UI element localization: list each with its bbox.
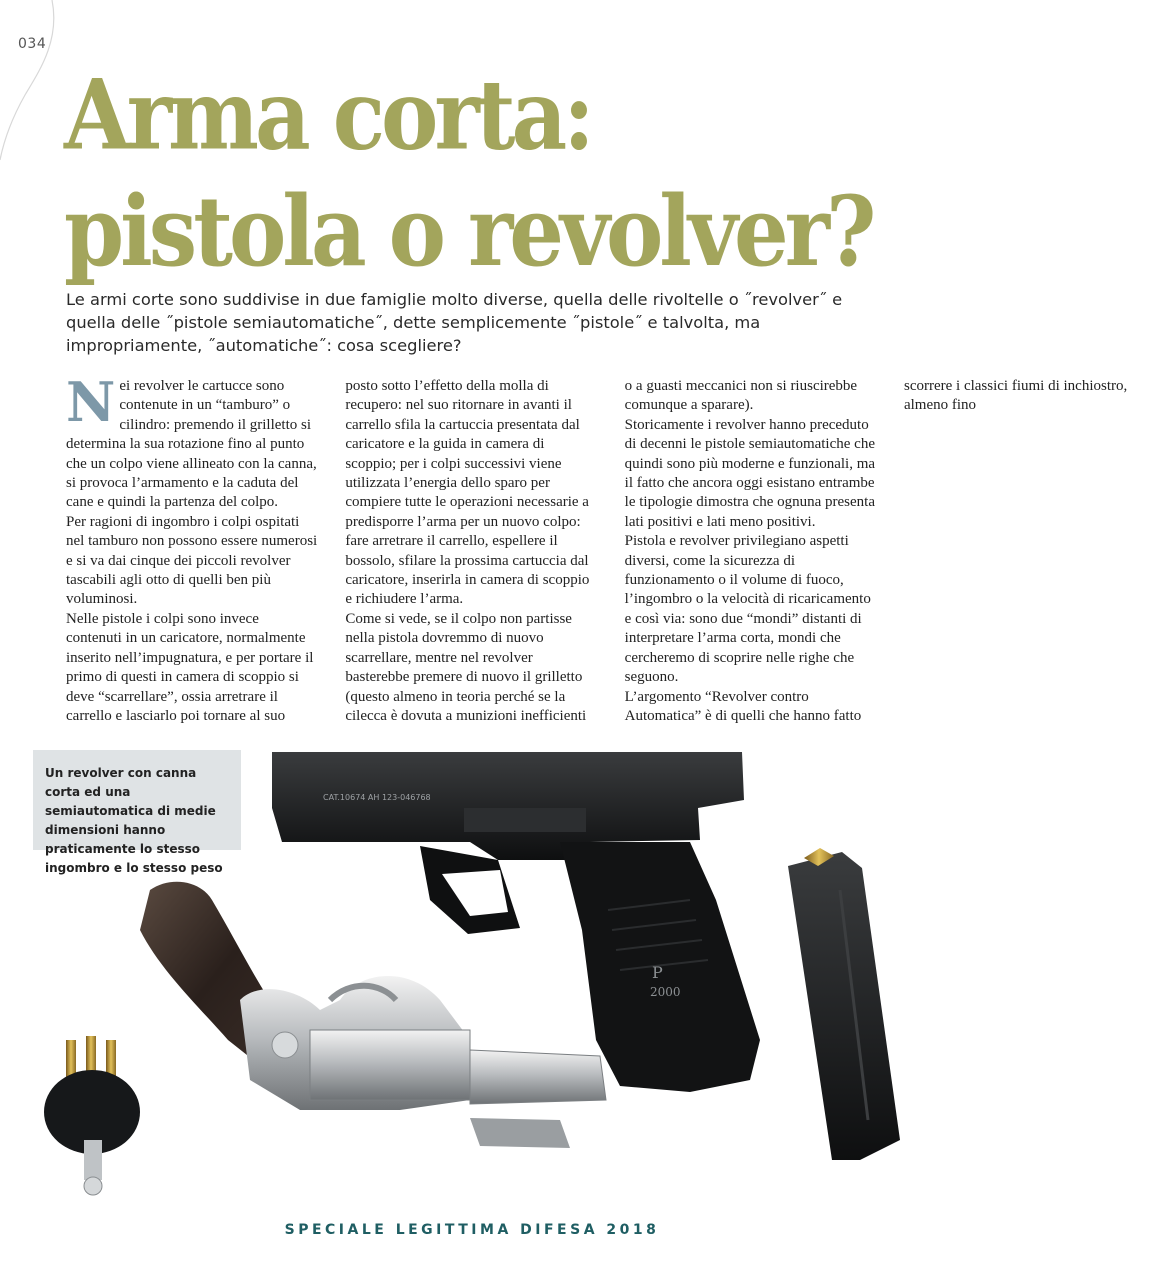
pistol-model-text: P [652, 963, 663, 982]
title-line-1: Arma corta: [64, 59, 591, 173]
pistol-markings-text: CAT.10674 AH 123-046768 [323, 793, 431, 802]
page-footer: SPECIALE LEGITTIMA DIFESA 2018 [284, 1222, 660, 1238]
photo-caption: Un revolver con canna corta ed una semiautomatica di medie dimensioni hanno praticamente lo stesso ingombro e lo stesso peso [33, 750, 241, 850]
body-paragraph: Come si vede, se il colpo non partisse nella pistola dovremmo di nuovo scarrellare, mentre nel revolver basterebbe premere di nuovo il grilletto (questo almeno in teoria perché se la cilecca è dovuta a munizioni inefficienti o a guasti meccanici non si riuscirebbe comunque a sparare). [345, 378, 858, 724]
magazine-image [788, 848, 900, 1160]
revolver-image [140, 882, 606, 1148]
pistol-model-number: 2000 [650, 985, 681, 999]
body-paragraph: Storicamente i revolver hanno preceduto di decenni le pistole semiautomatiche che quindi sono più moderne e funzionali, ma il fatto che ancora oggi esistano entrambe le tipologie dimostra che ognuna presenta lati positivi e lati meno positivi. [624, 416, 876, 530]
body-paragraph: L’argomento “Revolver contro Automatica” è di quelli che hanno fatto scorrere i classici fiumi di inchiostro, almeno fino [624, 378, 1128, 724]
page-corner-curve [0, 0, 60, 160]
body-paragraph: Nei revolver le cartucce sono contenute in un “tamburo” o cilindro: premendo il grilletto si determina la sua rotazione fino al punto che un colpo viene allineato con la canna, si provoca l’armamento e la caduta del cane e quindi la partenza del colpo. [66, 370, 317, 511]
drop-cap: N [66, 370, 116, 434]
title-line-2: pistola o revolver? [64, 175, 873, 289]
page-number: 034 [18, 36, 47, 52]
speedloader-image [44, 1036, 140, 1195]
article-lede: Le armi corte sono suddivise in due famiglie molto diverse, quella delle rivoltelle o ˝revolver˝ e quella delle ˝pistole semiautomatiche˝, dette semplicemente ˝pistole˝ e talvolta, ma impropriamente, ˝automatiche˝: cosa scegliere? [66, 290, 843, 355]
body-paragraph: Nelle pistole i colpi sono invece contenuti in un caricatore, normalmente inserito nell’impugnatura, e per portare il primo di questi in camera di scoppio si deve “scarrellare”, ossia arretrare il carrello e lasciarlo poi tornare al suo posto sotto l’effetto della molla di recupero: nel suo ritornare in avanti il carrello sfila la cartuccia presentata dal caricatore e la guida in camera di scoppio; per i colpi successivi viene utilizzata l’energia dello sparo per compiere tutte le operazioni necessarie a predisporre l’arma per un nuovo colpo: fare arretrare il carrello, espellere il bossolo, sfilare la prossima cartuccia dal caricatore, inserirla in camera di scoppio e richiudere l’arma. [66, 378, 590, 724]
body-paragraph: Pistola e revolver privilegiano aspetti diversi, come la sicurezza di funzionamento o il volume di fuoco, l’ingombro o la velocità di ricaricamento e così via: sono due “mondi” distanti di interpretare l’arma corta, mondi che cercheremo di scoprire nelle righe che seguono. [624, 533, 871, 686]
article-body [66, 370, 1128, 727]
body-paragraph: Per ragioni di ingombro i colpi ospitati nel tamburo non possono essere numerosi e si va dai cinque dei piccoli revolver tascabili agli otto di quelli ben più voluminosi. [66, 513, 318, 608]
article-title [64, 58, 924, 291]
